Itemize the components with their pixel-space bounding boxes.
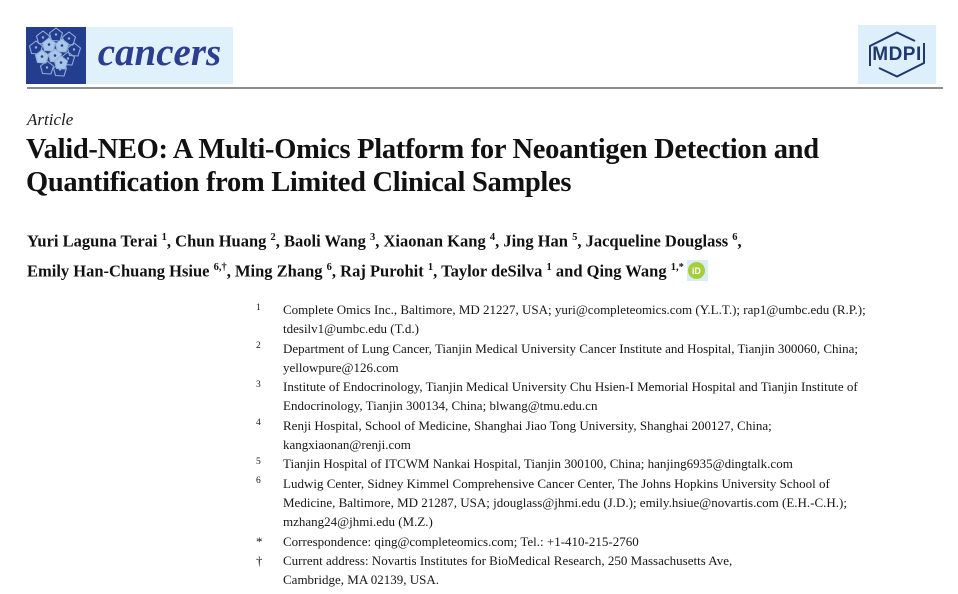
affiliation-marker: † (256, 552, 263, 568)
author-name: , Xiaonan Kang (375, 231, 490, 251)
author-affiliation-superscript: 6 (326, 261, 332, 273)
author-affiliation-superscript: 3 (369, 232, 376, 243)
affiliation-marker: 3 (256, 379, 261, 390)
affiliation-marker: 5 (256, 456, 261, 467)
mdpi-logo[interactable] (858, 25, 936, 84)
affiliation-text (283, 416, 956, 455)
affiliation-line: Tianjin Hospital of ITCWM Nankai Hospital, Tianjin 300100, China; hanjing6935@dingtalk.com (283, 456, 793, 472)
paper-title: Valid-NEO: A Multi-Omics Platform for Neoantigen Detection and Quantification from Limited Clinical Samples (26, 134, 819, 199)
affiliation-text (283, 377, 956, 416)
affiliation-row (256, 532, 956, 551)
affiliation-text (283, 300, 956, 339)
cancer-cells-illustration (26, 27, 86, 84)
affiliations-block (256, 300, 956, 589)
affiliation-line: Department of Lung Cancer, Tianjin Medical University Cancer Institute and Hospital, Tianjin 300060, China; (283, 340, 859, 356)
affiliation-marker: 4 (256, 418, 261, 429)
author-name: , Raj Purohit (331, 261, 428, 280)
mdpi-label: MDPI (872, 43, 922, 65)
author-affiliation-superscript: 1 (427, 261, 434, 273)
author-affiliation-superscript: 4 (489, 232, 496, 243)
author-affiliation-superscript: 6 (732, 232, 738, 243)
author-name: , Jing Han (495, 231, 573, 251)
orcid-id-glyph: iD (688, 262, 705, 279)
affiliation-row (256, 339, 956, 378)
affiliation-line: mzhang24@jhmi.edu (M.Z.) (283, 514, 433, 530)
author-name: Yuri Laguna Terai (27, 231, 162, 251)
affiliation-text (283, 532, 956, 551)
author-name: and Qing Wang (551, 261, 671, 280)
author-name: , Chun Huang (166, 231, 271, 251)
journal-logo[interactable] (26, 27, 233, 84)
author-affiliation-superscript: 2 (270, 232, 276, 243)
affiliation-row (256, 551, 956, 590)
author-affiliation-superscript: 1 (546, 261, 552, 273)
author-line-1 (27, 225, 742, 255)
author-name: , (737, 231, 742, 251)
cancer-cells-logo (26, 27, 86, 84)
author-affiliation-superscript: 1,* (670, 261, 684, 273)
author-line-2 (27, 255, 742, 285)
author-affiliation-superscript: 6,† (213, 261, 227, 273)
affiliation-line: Current address: Novartis Institutes for BioMedical Research, 250 Massachusetts Ave, (283, 552, 733, 568)
affiliation-line: Endocrinology, Tianjin 300134, China; blwang@tmu.edu.cn (283, 398, 598, 414)
affiliation-line: Institute of Endocrinology, Tianjin Medical University Chu Hsien-I Memorial Hospital and Tianjin Institute of (283, 379, 858, 395)
affiliation-row (256, 474, 956, 532)
author-name: , Baoli Wang (275, 231, 370, 251)
affiliation-line: tdesilv1@umbc.edu (T.d.) (283, 321, 419, 337)
affiliation-marker: 6 (256, 476, 261, 487)
author-affiliation-superscript: 1 (161, 232, 167, 243)
author-name: , Taylor deSilva (433, 261, 547, 280)
affiliation-line: Cambridge, MA 02139, USA. (283, 572, 439, 588)
affiliation-line: Ludwig Center, Sidney Kimmel Comprehensive Cancer Center, The Johns Hopkins University School of (283, 475, 830, 491)
affiliation-line: kangxiaonan@renji.com (283, 437, 411, 453)
header-divider (27, 87, 943, 89)
affiliation-row (256, 454, 956, 473)
affiliation-line: Renji Hospital, School of Medicine, Shanghai Jiao Tong University, Shanghai 200127, China; (283, 417, 772, 433)
affiliation-marker: * (256, 533, 263, 549)
author-list (27, 225, 742, 284)
affiliation-line: yellowpure@126.com (283, 359, 399, 375)
journal-name-banner (86, 27, 233, 84)
affiliation-line: Complete Omics Inc., Baltimore, MD 21227, USA; yuri@completeomics.com (Y.L.T.); rap1@umbc.edu (R.P.); (283, 302, 866, 317)
affiliation-marker: 2 (256, 341, 261, 352)
affiliation-text (283, 474, 956, 532)
affiliation-line: Correspondence: qing@completeomics.com; Tel.: +1-410-215-2760 (283, 533, 639, 549)
author-name: Emily Han-Chuang Hsiue (27, 261, 214, 280)
affiliation-text (283, 339, 956, 378)
orcid-icon[interactable] (687, 260, 708, 281)
author-name: , Jacqueline Douglass (577, 231, 733, 251)
article-type-label: Article (27, 110, 74, 129)
affiliation-row (256, 416, 956, 455)
author-affiliation-superscript: 5 (572, 232, 578, 243)
affiliation-text (283, 551, 956, 590)
author-name: , Ming Zhang (226, 261, 327, 280)
affiliation-row (256, 300, 956, 339)
affiliation-marker: 1 (256, 302, 261, 313)
affiliation-row (256, 377, 956, 416)
journal-name: cancers (97, 31, 222, 74)
affiliation-text (283, 454, 956, 473)
affiliation-line: Medicine, Baltimore, MD 21287, USA; jdouglass@jhmi.edu (J.D.); emily.hsiue@novartis.com (E.H.-C.H.); (283, 494, 847, 510)
